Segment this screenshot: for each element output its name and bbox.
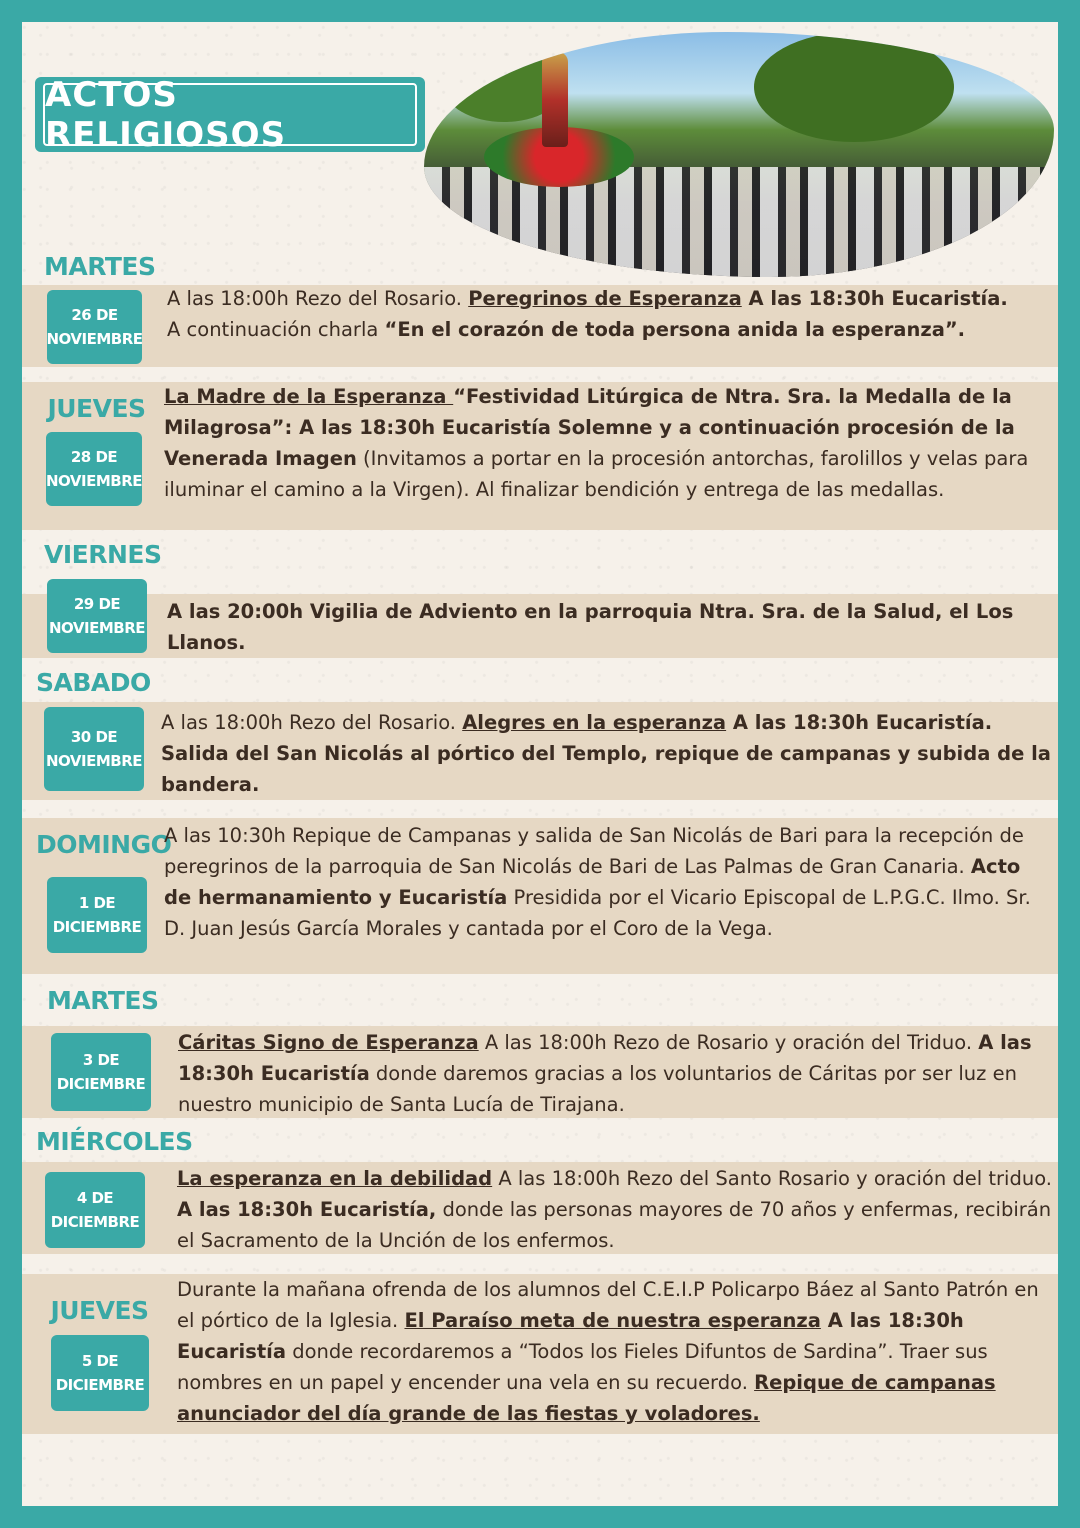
event-text-segment: Cáritas Signo de Esperanza	[178, 1031, 479, 1054]
event-day: MARTES	[47, 986, 159, 1015]
tree-shape	[754, 32, 954, 142]
date-day: 5 DE	[81, 1352, 119, 1370]
event-text-segment: donde daremos gracias a los voluntarios de Cáritas por ser luz en nuestro municipio de Santa Lucía de Tirajana.	[178, 1062, 1017, 1116]
date-month: DICIEMBRE	[55, 1376, 145, 1394]
event-date-badge	[44, 707, 144, 791]
event-text-segment: A las 10:30h Repique de Campanas y salida de San Nicolás de Bari para la recepción de peregrinos de la parroquia de San Nicolás de Bari de Las Palmas de Gran Canaria.	[164, 824, 1024, 878]
date-month: NOVIEMBRE	[46, 752, 142, 770]
statue-shape	[542, 52, 568, 147]
event-text-segment: A las 18:30h Eucaristía	[177, 1309, 964, 1363]
event-text-segment: La Madre de la Esperanza	[164, 385, 454, 408]
event-date-badge	[46, 432, 142, 506]
event-text-segment: A las 18:00h Rezo del Rosario.	[167, 287, 469, 310]
event-description	[164, 381, 1054, 505]
event-text-segment: donde recordaremos a “Todos los Fieles Difuntos de Sardina”. Traer sus nombres en un papel y encender una vela en su recuerdo.	[177, 1340, 988, 1394]
event-text-segment: donde las personas mayores de 70 años y enfermas, recibirán el Sacramento de la Unción de los enfermos.	[177, 1198, 1052, 1252]
date-month: DICIEMBRE	[50, 1213, 140, 1231]
page-title: ACTOS RELIGIOSOS	[43, 83, 417, 146]
event-text-segment: Alegres en la esperanza	[462, 711, 727, 734]
event-text-segment: A las 18:30h Eucaristía. Salida del San Nicolás al pórtico del Templo, repique de campanas y subida de la bandera.	[161, 711, 1051, 796]
event-text-segment: (Invitamos a portar en la procesión antorchas, farolillos y velas para iluminar el camino a la Virgen). Al finalizar bendición y entrega de las medallas.	[164, 447, 1029, 501]
date-month: NOVIEMBRE	[49, 619, 145, 637]
date-month: NOVIEMBRE	[46, 472, 142, 490]
event-day: VIERNES	[44, 540, 162, 569]
event-day: DOMINGO	[36, 830, 172, 859]
event-text-segment: A las 18:30h Eucaristía,	[177, 1198, 437, 1221]
event-description	[178, 1027, 1058, 1120]
event-day: MIÉRCOLES	[36, 1127, 193, 1156]
event-text-segment: Peregrinos de Esperanza	[468, 287, 742, 310]
event-text-segment: La esperanza en la debilidad	[177, 1167, 493, 1190]
event-day: JUEVES	[50, 1296, 149, 1325]
event-date-badge	[51, 1335, 149, 1411]
date-month: DICIEMBRE	[56, 1075, 146, 1093]
event-text-segment: A las 18:00h Rezo de Rosario y oración del Triduo.	[478, 1031, 979, 1054]
event-text-segment: El Paraíso meta de nuestra esperanza	[404, 1309, 821, 1332]
date-day: 3 DE	[82, 1051, 120, 1069]
event-text-segment: A las 18:30h Eucaristía.	[741, 287, 1008, 310]
event-description	[167, 596, 1047, 658]
event-text-segment: A continuación charla	[167, 318, 385, 341]
date-day: 4 DE	[76, 1189, 114, 1207]
event-date-badge	[47, 877, 147, 953]
event-day: SABADO	[36, 668, 151, 697]
event-date-badge	[51, 1033, 151, 1111]
title-banner	[35, 74, 425, 155]
event-description	[164, 820, 1044, 944]
date-day: 26 DE	[71, 306, 118, 324]
event-day: JUEVES	[47, 394, 146, 423]
event-text-segment: Presidida por el Vicario Episcopal de L.P.G.C. Ilmo. Sr. D. Juan Jesús García Morales y cantada por el Coro de la Vega.	[164, 886, 1031, 940]
event-date-badge	[45, 1172, 145, 1248]
crowd-shape	[424, 167, 1054, 277]
date-day: 30 DE	[70, 728, 118, 746]
event-date-badge	[47, 579, 147, 653]
event-text-segment: A las 18:00h Rezo del Rosario.	[161, 711, 463, 734]
date-month: DICIEMBRE	[52, 918, 142, 936]
event-text-segment: A las 18:00h Rezo del Santo Rosario y oración del triduo.	[492, 1167, 1052, 1190]
date-day: 1 DE	[78, 894, 116, 912]
event-date-badge	[47, 290, 142, 364]
event-description	[167, 283, 1027, 345]
date-day: 28 DE	[70, 448, 118, 466]
event-text-segment: “Festividad Litúrgica de Ntra. Sra. la Medalla de la Milagrosa”: A las 18:30h Eucaristía Solemne y a continuación procesión de la Venerada Imagen	[164, 385, 1015, 470]
event-description	[177, 1274, 1057, 1429]
event-text-segment: A las 18:30h Eucaristía	[178, 1031, 1032, 1085]
procession-photo-icon	[424, 32, 1054, 277]
event-text-segment: A las 20:00h Vigilia de Adviento en la parroquia Ntra. Sra. de la Salud, el Los Llanos.	[167, 600, 1014, 654]
event-description	[177, 1163, 1057, 1256]
date-day: 29 DE	[73, 595, 121, 613]
event-text-segment: Repique de campanas anunciador del día grande de las fiestas y voladores.	[177, 1371, 996, 1425]
event-text-segment: Acto de hermanamiento y Eucaristía	[164, 855, 1021, 909]
event-description	[161, 707, 1058, 800]
event-text-segment: “En el corazón de toda persona anida la esperanza”.	[384, 318, 966, 341]
event-text-segment: Durante la mañana ofrenda de los alumnos del C.E.I.P Policarpo Báez al Santo Patrón en el pórtico de la Iglesia.	[177, 1278, 1039, 1332]
poster	[22, 22, 1058, 1506]
event-day: MARTES	[44, 252, 156, 281]
date-month: NOVIEMBRE	[46, 330, 143, 348]
